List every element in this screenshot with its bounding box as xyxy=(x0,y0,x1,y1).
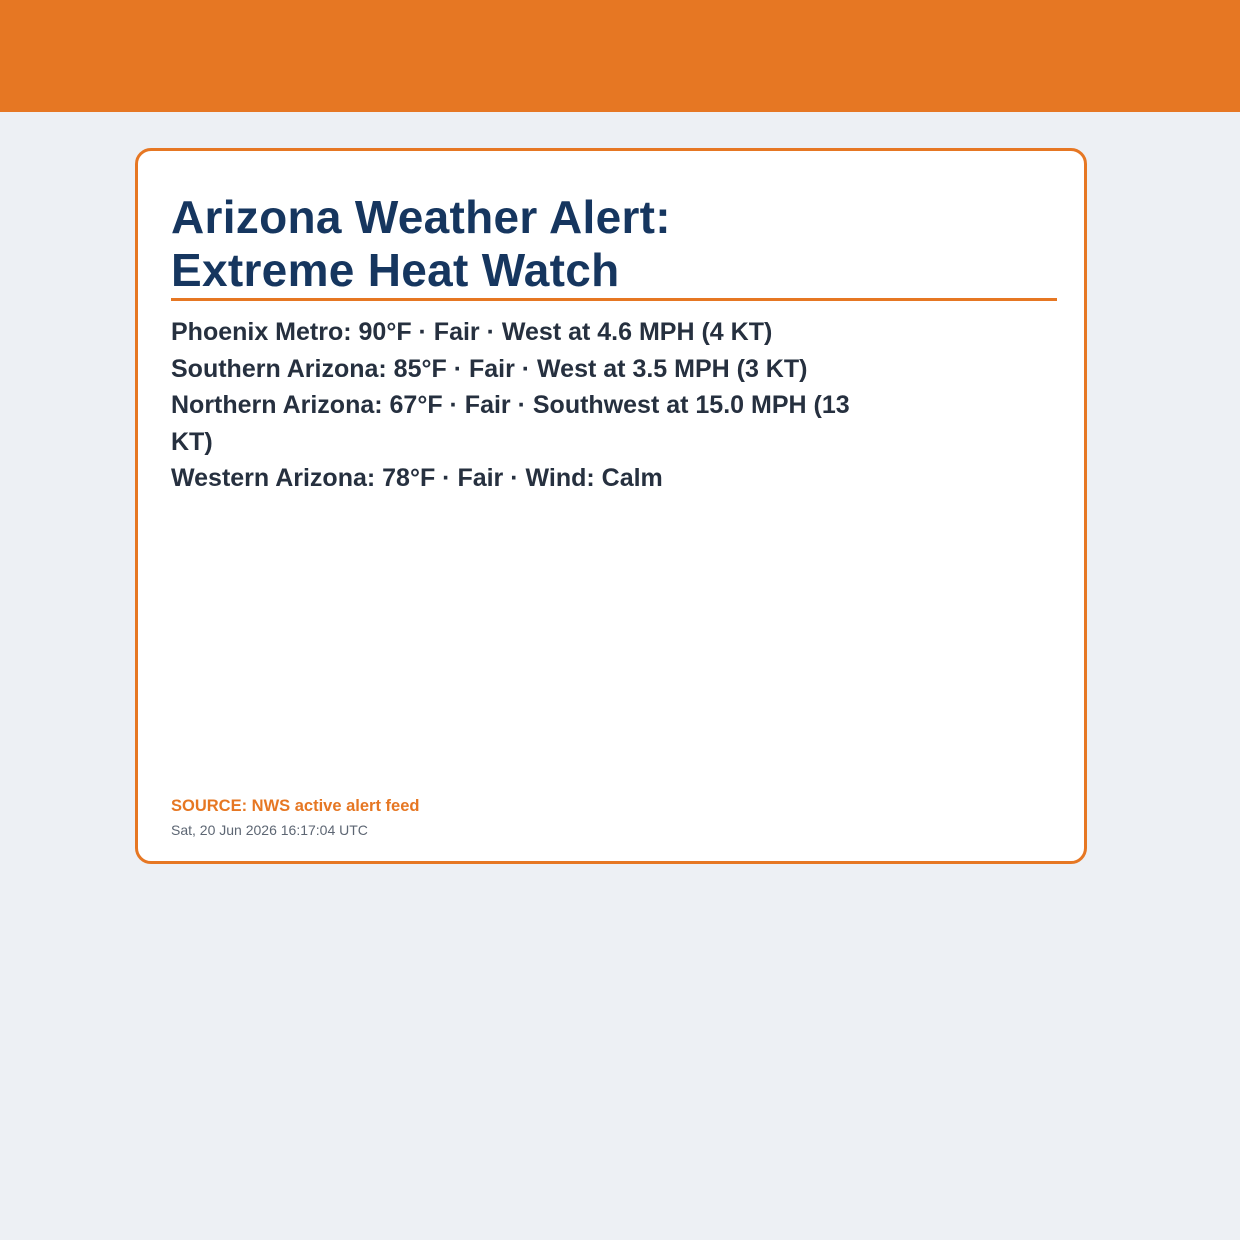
condition-southern-arizona: Southern Arizona: 85°F · Fair · West at 3.5 MPH (3 KT) xyxy=(171,354,808,383)
alert-title-line-1: Arizona Weather Alert: xyxy=(171,191,671,243)
condition-northern-arizona: Northern Arizona: 67°F · Fair · Southwest at 15.0 MPH (13 KT) xyxy=(171,391,850,456)
condition-western-arizona: Western Arizona: 78°F · Fair · Wind: Calm xyxy=(171,464,663,492)
condition-phoenix-metro: Phoenix Metro: 90°F · Fair · West at 4.6 MPH (4 KT) xyxy=(171,318,773,346)
alert-title xyxy=(171,191,1051,297)
alert-title-line-2: Extreme Heat Watch xyxy=(171,244,620,296)
conditions-list xyxy=(171,314,861,497)
top-banner xyxy=(0,0,1240,112)
source-label: SOURCE: NWS active alert feed xyxy=(171,797,420,815)
title-divider xyxy=(171,298,1057,301)
alert-card xyxy=(135,148,1087,864)
timestamp: Sat, 20 Jun 2026 16:17:04 UTC xyxy=(171,822,368,838)
